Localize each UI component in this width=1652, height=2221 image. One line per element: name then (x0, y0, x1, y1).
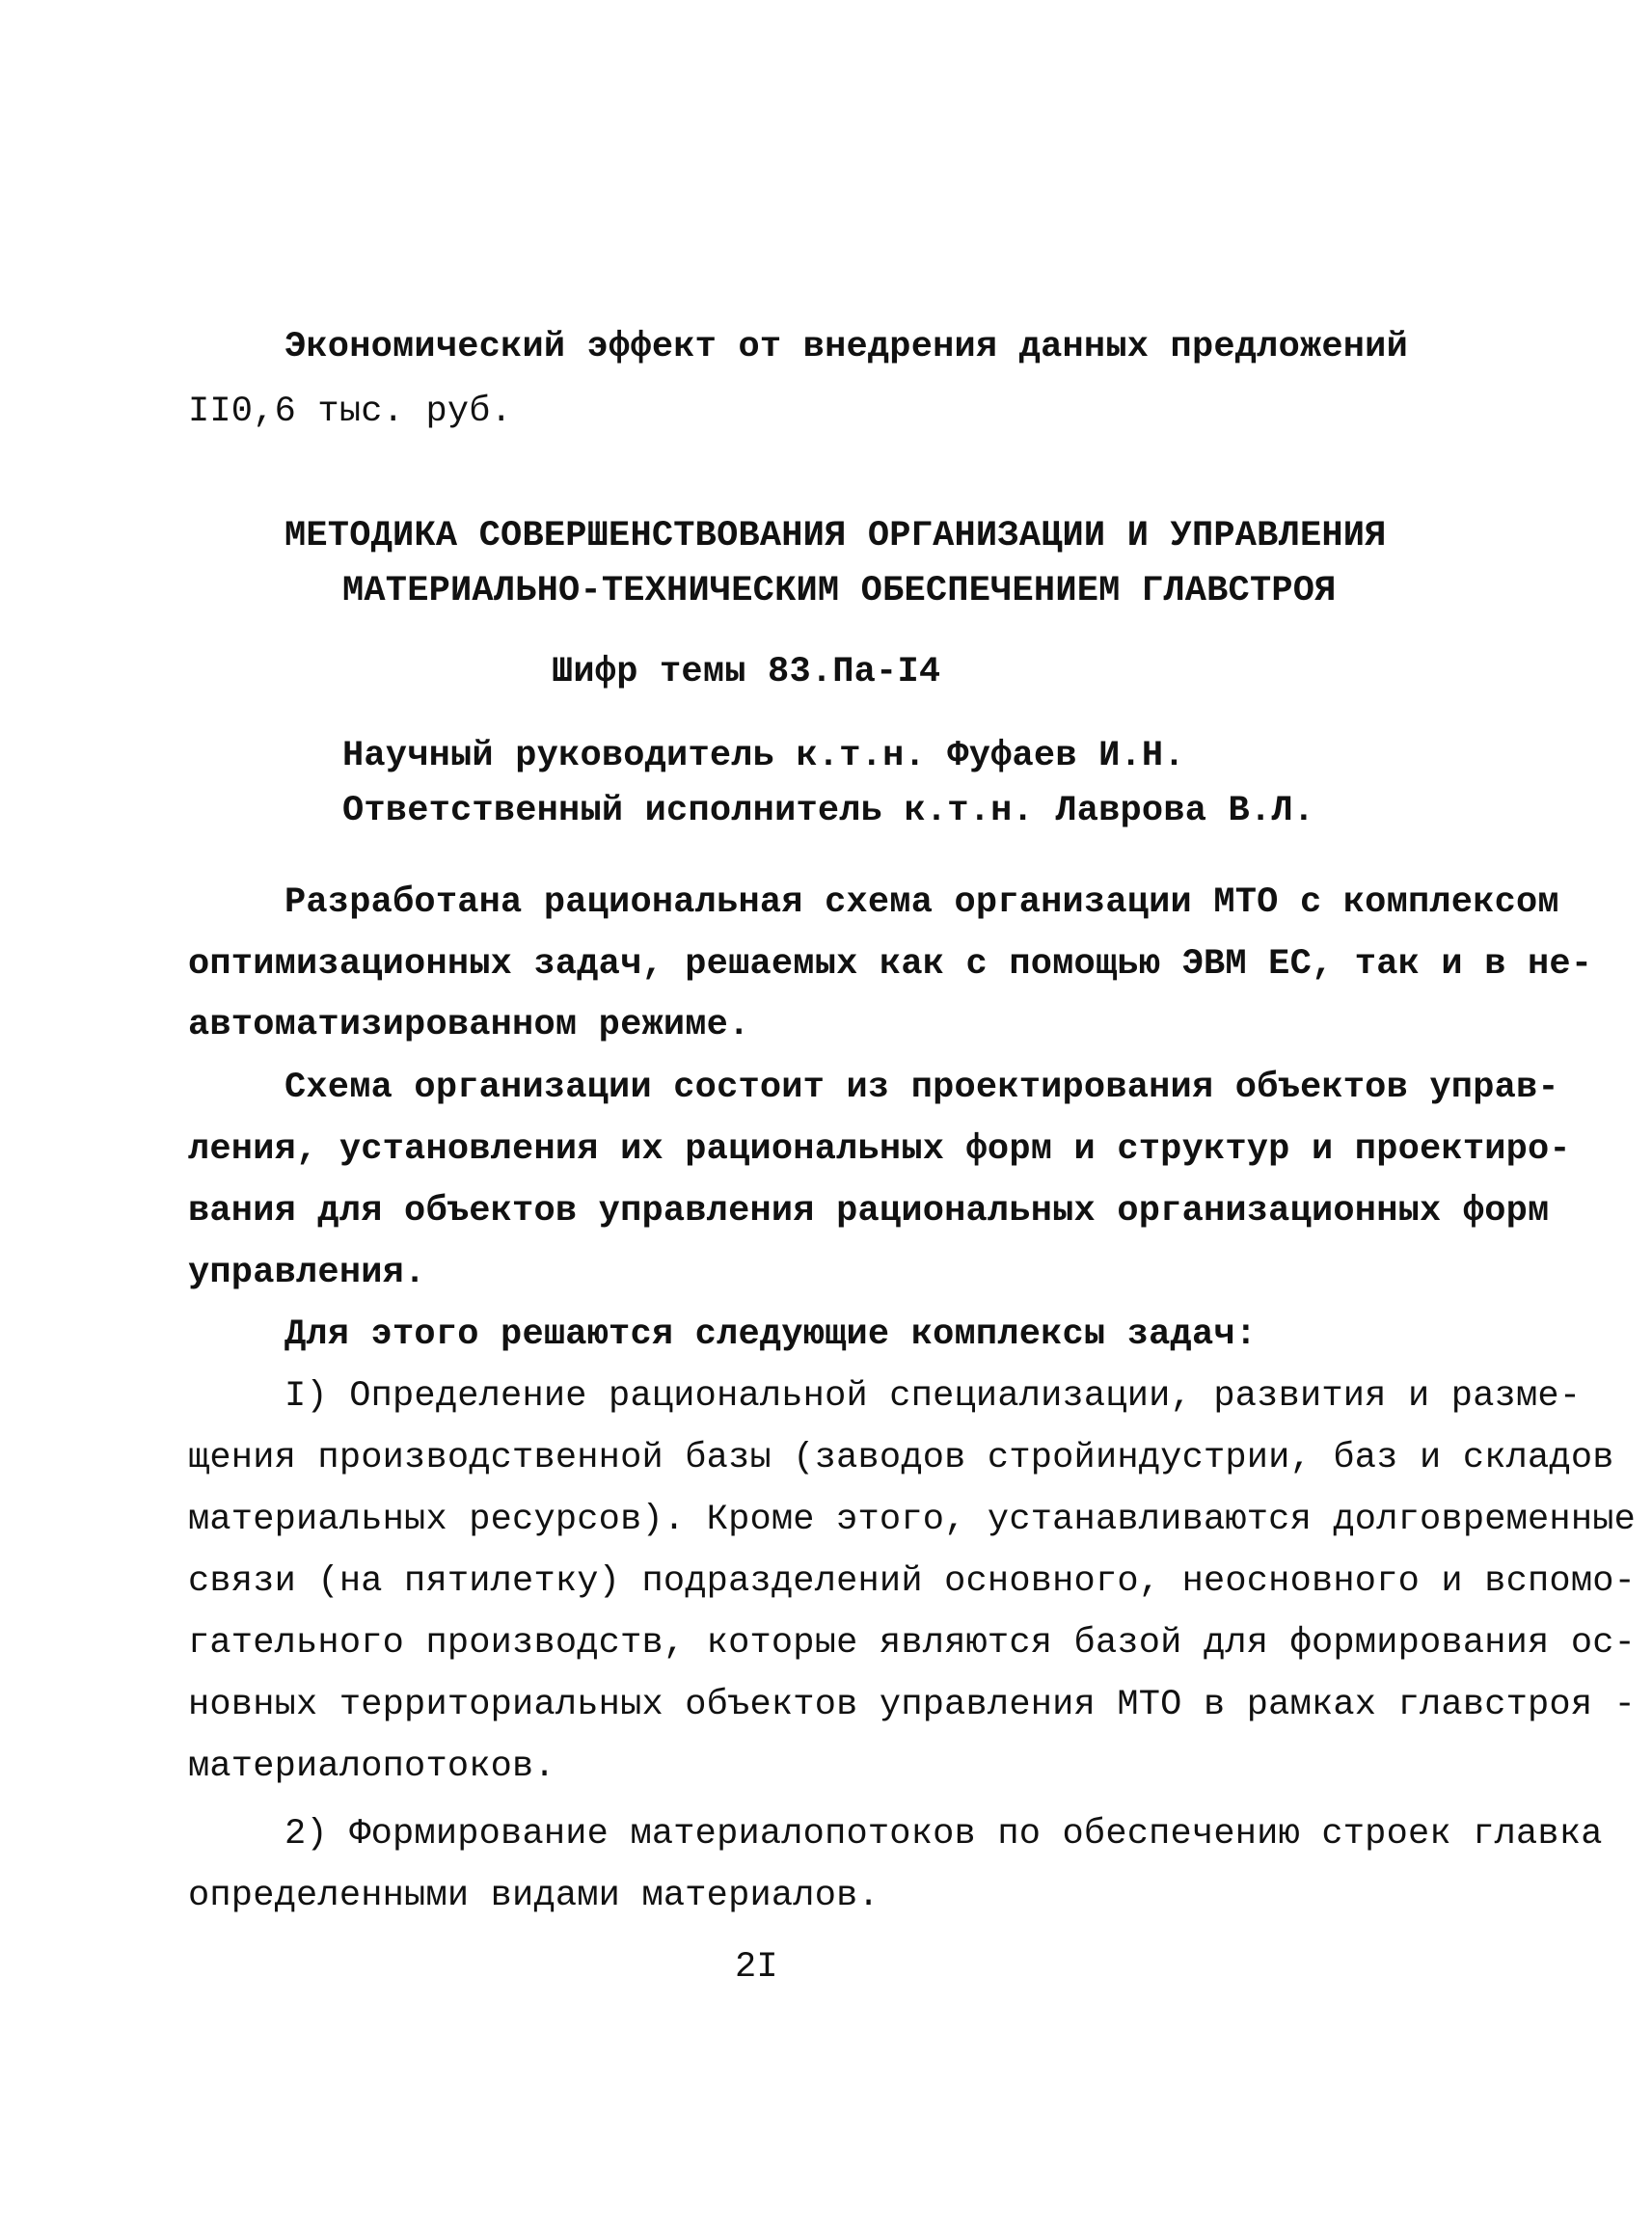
p4-line-7: материалопотоков. (188, 1747, 555, 1787)
scientific-supervisor: Научный руководитель к.т.н. Фуфаев И.Н. (342, 736, 1185, 776)
intro-line-2: II0,6 тыс. руб. (188, 392, 513, 432)
p4-line-3: материальных ресурсов). Кроме этого, устанавливаются долговременные (188, 1500, 1637, 1540)
intro-line-1: Экономический эффект от внедрения данных предложений (284, 327, 1408, 367)
p4-line-2: щения производственной базы (заводов стройиндустрии, баз и складов (188, 1438, 1614, 1478)
p4-line-5: гательного производств, которые являются базой для формирования ос- (188, 1623, 1637, 1664)
p1-line-2: оптимизационных задач, решаемых как с помощью ЭВМ ЕС, так и в не- (188, 944, 1593, 985)
title-line-2: МАТЕРИАЛЬНО-ТЕХНИЧЕСКИМ ОБЕСПЕЧЕНИЕМ ГЛАВСТРОЯ (342, 571, 1337, 611)
p1-line-1: Разработана рациональная схема организации МТО с комплексом (284, 882, 1559, 923)
p2-line-1: Схема организации состоит из проектирования объектов управ- (284, 1068, 1559, 1108)
responsible-executor: Ответственный исполнитель к.т.н. Лаврова В.Л. (342, 791, 1315, 831)
page-number: 2I (735, 1947, 778, 1988)
p1-line-3: автоматизированном режиме. (188, 1005, 750, 1045)
p3-line-1: Для этого решаются следующие комплексы задач: (284, 1314, 1258, 1355)
p2-line-3: вания для объектов управления рациональных организационных форм (188, 1191, 1550, 1232)
p4-line-4: связи (на пятилетку) подразделений основного, неосновного и вспомо- (188, 1561, 1637, 1602)
p5-line-1: 2) Формирование материалопотоков по обеспечению строек главка (284, 1814, 1603, 1855)
p5-line-2: определенными видами материалов. (188, 1876, 880, 1916)
p4-line-1: I) Определение рациональной специализации, развития и разме- (284, 1376, 1582, 1417)
p4-line-6: новных территориальных объектов управления МТО в рамках главстроя - (188, 1685, 1637, 1725)
title-line-1: МЕТОДИКА СОВЕРШЕНСТВОВАНИЯ ОРГАНИЗАЦИИ И УПРАВЛЕНИЯ (284, 516, 1387, 556)
topic-code: Шифр темы 83.Па-I4 (552, 652, 941, 692)
p2-line-2: ления, установления их рациональных форм и структур и проектиро- (188, 1129, 1571, 1170)
p2-line-4: управления. (188, 1253, 426, 1293)
